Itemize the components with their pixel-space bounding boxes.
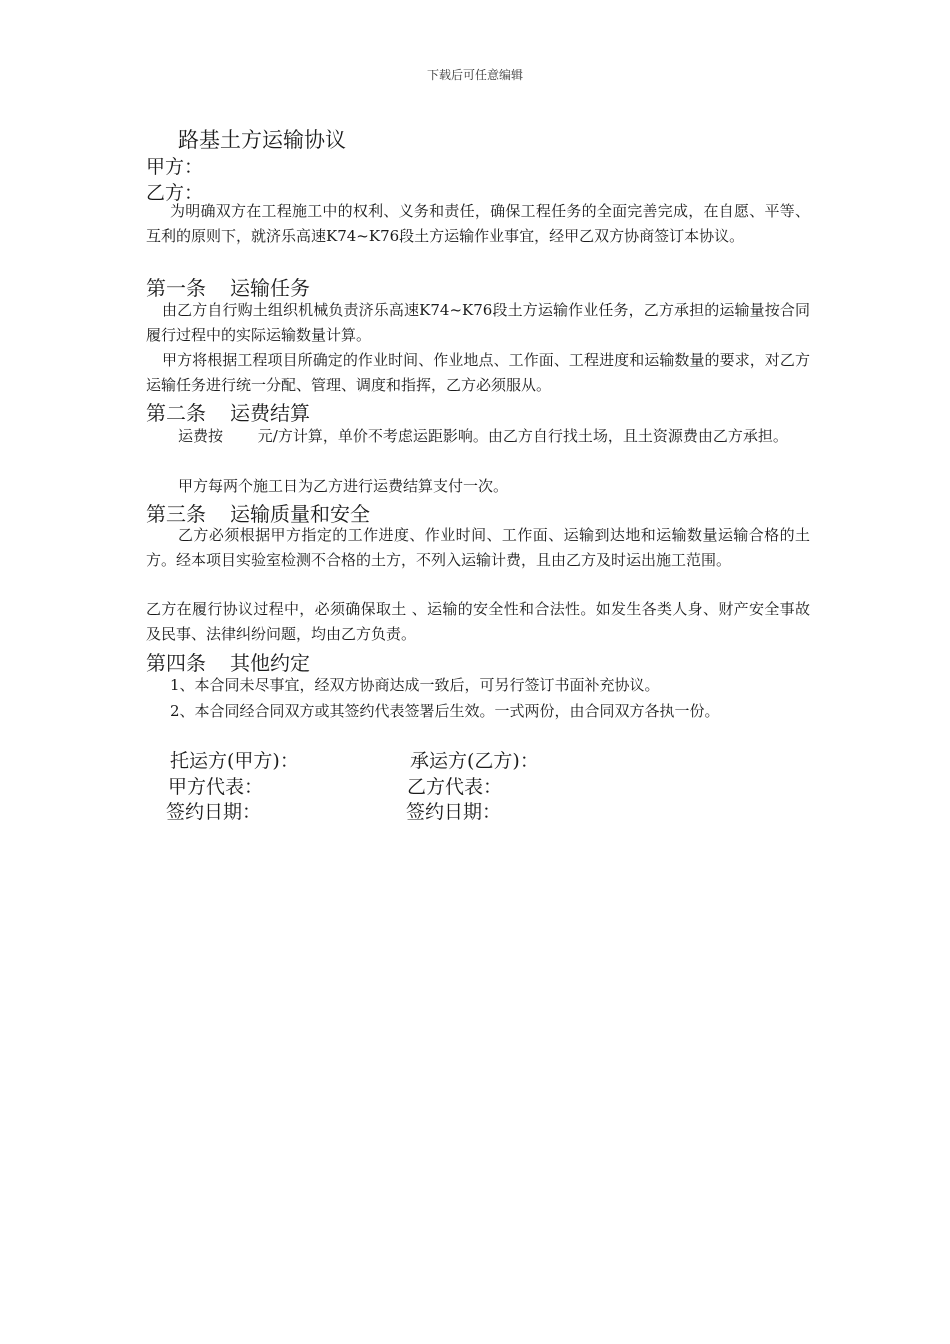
intro-paragraph: 为明确双方在工程施工中的权利、义务和责任，确保工程任务的全面完善完成，在自愿、平等、互利的原则下，就济乐高速K74~K76段土方运输作业事宜，经甲乙双方协商签订本协议。	[146, 202, 810, 245]
article-2-heading	[146, 397, 310, 426]
party-b-representative-label: 乙方代表：	[407, 776, 503, 798]
article-2-paragraph-1: 运费按 元/方计算，单价不考虑运距影响。由乙方自行找土场，且土资源费由乙方承担。	[178, 427, 788, 445]
article-2-title: 运费结算	[230, 401, 310, 425]
article-4-heading	[146, 647, 310, 676]
party-a-label: 甲方：	[146, 156, 204, 178]
article-1-paragraph-2: 甲方将根据工程项目所确定的作业时间、作业地点、工作面、工程进度和运输数量的要求，对乙方运输任务进行统一分配、管理、调度和指挥，乙方必须服从。	[146, 351, 810, 394]
party-b-date-label: 签约日期：	[406, 801, 502, 823]
article-4-item-1: 1、本合同未尽事宜，经双方协商达成一致后，可另行签订书面补充协议。	[170, 676, 660, 694]
party-b-label: 乙方：	[146, 182, 204, 204]
article-1-paragraph-1: 由乙方自行购土组织机械负责济乐高速K74~K76段土方运输作业任务，乙方承担的运输量按合同履行过程中的实际运输数量计算。	[146, 301, 810, 344]
document-title: 路基土方运输协议	[178, 128, 346, 152]
article-2-paragraph-2: 甲方每两个施工日为乙方进行运费结算支付一次。	[178, 477, 509, 495]
article-4-title: 其他约定	[230, 651, 310, 675]
article-4-item-2: 2、本合同经合同双方或其签约代表签署后生效。一式两份，由合同双方各执一份。	[170, 702, 720, 720]
article-3-paragraph-1: 乙方必须根据甲方指定的工作进度、作业时间、工作面、运输到达地和运输数量运输合格的土方。经本项目实验室检测不合格的土方，不列入运输计费，且由乙方及时运出施工范围。	[146, 526, 810, 569]
article-3-number: 第三条	[146, 502, 206, 526]
party-a-date-label: 签约日期：	[166, 801, 262, 823]
carrier-label: 承运方(乙方)：	[410, 750, 539, 772]
article-1-number: 第一条	[146, 276, 206, 300]
article-4-number: 第四条	[146, 651, 206, 675]
article-1-heading	[146, 272, 310, 301]
article-2-number: 第二条	[146, 401, 206, 425]
shipper-label: 托运方(甲方)：	[170, 750, 299, 772]
article-3-title: 运输质量和安全	[230, 502, 370, 526]
article-1-title: 运输任务	[230, 276, 310, 300]
article-3-paragraph-2: 乙方在履行协议过程中，必须确保取土 、运输的安全性和合法性。如发生各类人身、财产安全事故及民事、法律纠纷问题，均由乙方负责。	[146, 600, 810, 643]
download-note: 下载后可任意编辑	[426, 68, 523, 82]
party-a-representative-label: 甲方代表：	[168, 776, 264, 798]
